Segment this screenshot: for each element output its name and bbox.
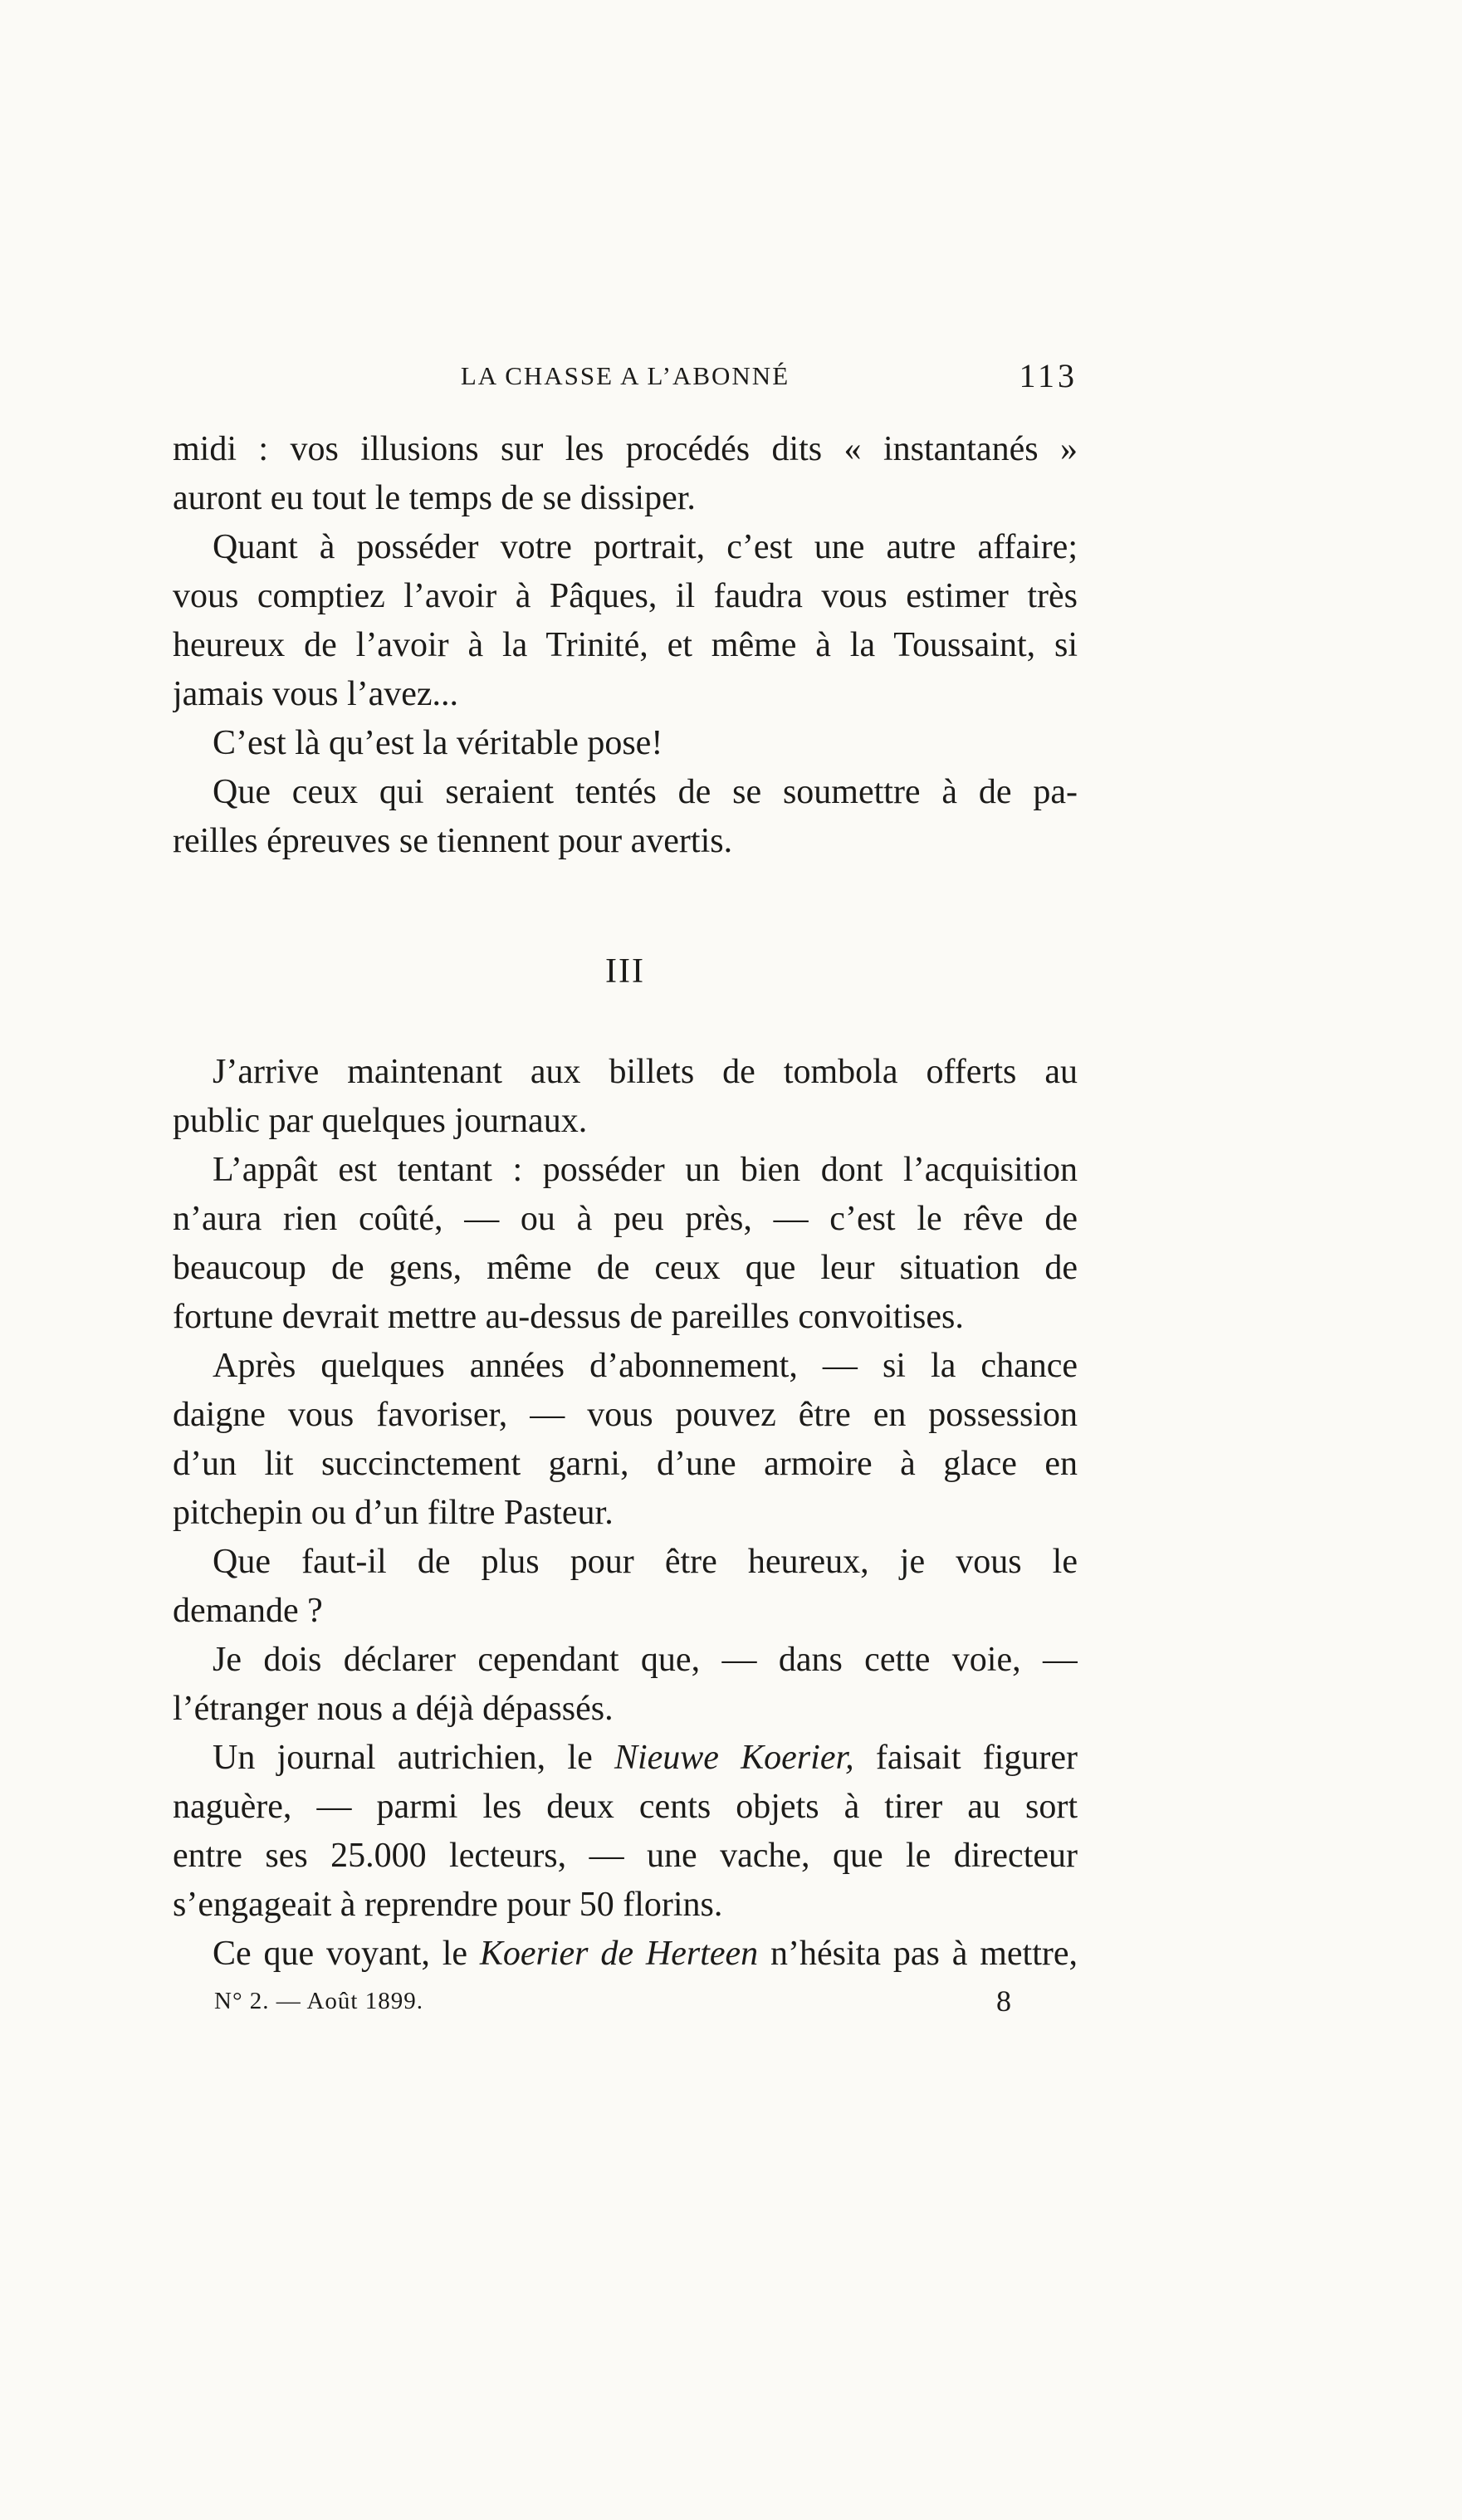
text-line: n’aura rien coûté, — ou à peu près, — c’est le rêve de — [173, 1200, 1078, 1238]
text-line: C’est là qu’est la véritable pose! — [213, 724, 663, 762]
line-text: n’hésita pas à mettre, — [758, 1935, 1078, 1973]
line-text: faisait figurer — [853, 1739, 1078, 1777]
text-line-with-title — [173, 1734, 1078, 1783]
line-text: Un journal autrichien, le — [213, 1739, 614, 1777]
text-line: naguère, — parmi les deux cents objets à tirer au sort — [173, 1788, 1078, 1826]
page-footer — [214, 1983, 1011, 2019]
text-block-continuation — [173, 425, 1078, 866]
page-number: 113 — [1019, 357, 1078, 394]
text-line: vous comptiez l’avoir à Pâques, il faudra vous estimer très — [173, 577, 1078, 615]
text-line: d’un lit succinctement garni, d’une armoire à glace en — [173, 1445, 1078, 1483]
text-line: entre ses 25.000 lecteurs, — une vache, que le directeur — [173, 1837, 1078, 1875]
newspaper-title: Nieuwe Koerier, — [614, 1739, 854, 1777]
running-title: LA CHASSE A L’ABONNÉ — [460, 361, 790, 390]
text-line: jamais vous l’avez... — [173, 675, 459, 713]
text-block-section-iii — [173, 1048, 1078, 1979]
text-line: Quant à posséder votre portrait, c’est une autre affaire; — [213, 528, 1078, 566]
signature-mark: 8 — [996, 1984, 1011, 2018]
text-line: fortune devrait mettre au-dessus de pareilles convoitises. — [173, 1298, 964, 1336]
section-heading: III — [605, 952, 645, 991]
text-line: midi : vos illusions sur les procédés dits « instantanés » — [173, 430, 1078, 468]
text-line: Je dois déclarer cependant que, — dans cette voie, — — [213, 1641, 1078, 1679]
text-line: demande ? — [173, 1592, 323, 1630]
text-line-with-title — [173, 1930, 1078, 1979]
text-line: reilles épreuves se tiennent pour avertis. — [173, 822, 733, 860]
running-head — [173, 355, 1078, 397]
text-line: daigne vous favoriser, — vous pouvez être en possession — [173, 1396, 1078, 1434]
line-text: Ce que voyant, le — [213, 1935, 480, 1973]
text-line: l’étranger nous a déjà dépassés. — [173, 1690, 614, 1728]
text-line: heureux de l’avoir à la Trinité, et même à la Toussaint, si — [173, 626, 1078, 664]
text-line: beaucoup de gens, même de ceux que leur situation de — [173, 1249, 1078, 1287]
text-line: L’appât est tentant : posséder un bien dont l’acquisition — [213, 1151, 1078, 1189]
issue-note: N° 2. — Août 1899. — [214, 1988, 423, 2014]
newspaper-title: Koerier de Herteen — [479, 1935, 759, 1973]
text-line: auront eu tout le temps de se dissiper. — [173, 479, 696, 517]
text-line: pitchepin ou d’un filtre Pasteur. — [173, 1494, 614, 1532]
text-line: s’engageait à reprendre pour 50 florins. — [173, 1886, 723, 1924]
text-line: Que ceux qui seraient tentés de se soumettre à de pa- — [213, 773, 1078, 811]
text-line: J’arrive maintenant aux billets de tombola offerts au — [213, 1053, 1078, 1091]
text-line: Après quelques années d’abonnement, — si la chance — [213, 1347, 1078, 1385]
text-line: public par quelques journaux. — [173, 1102, 588, 1140]
text-line: Que faut-il de plus pour être heureux, je vous le — [213, 1543, 1078, 1581]
